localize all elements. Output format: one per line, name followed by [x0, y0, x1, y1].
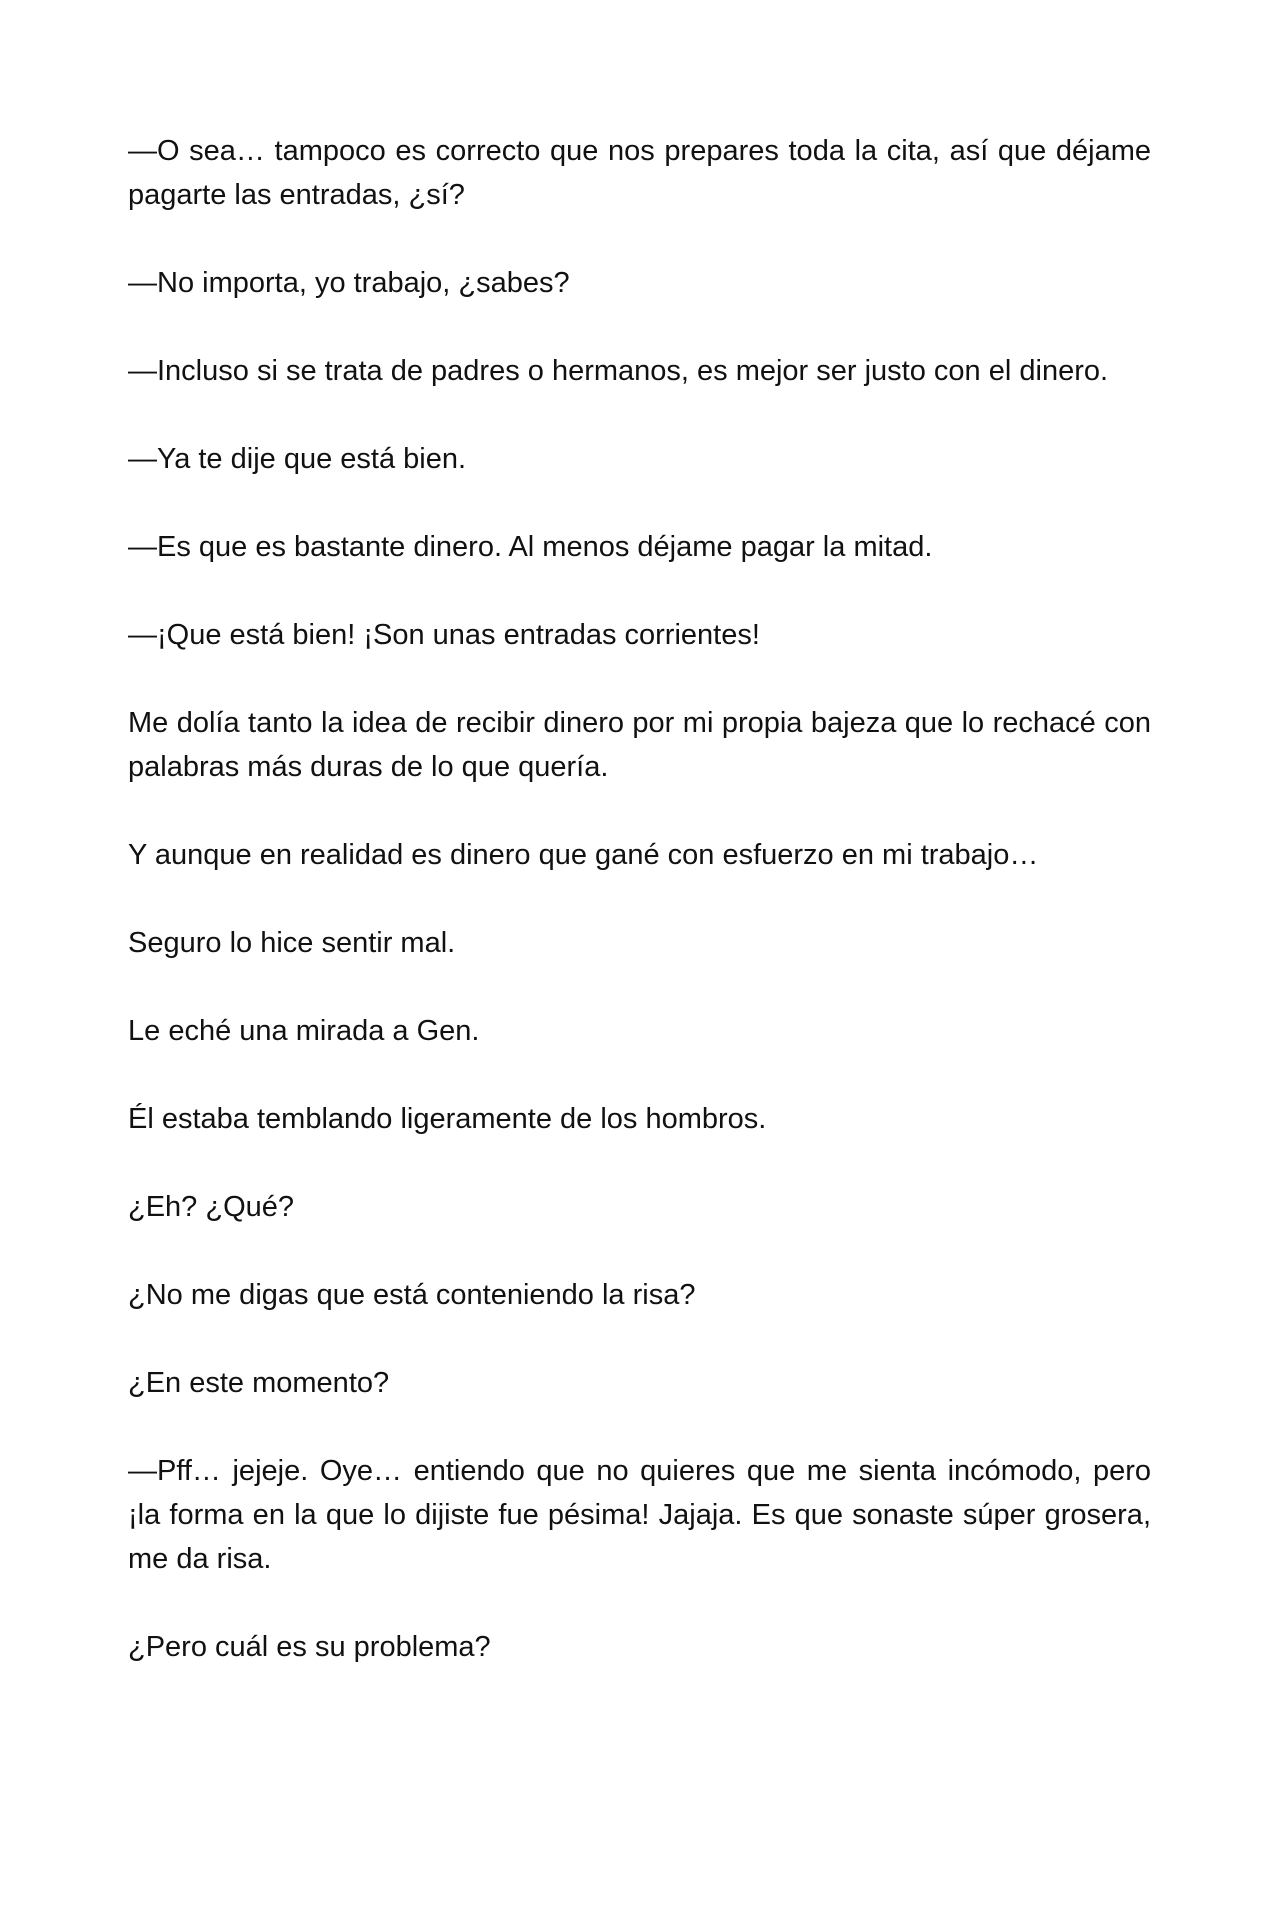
paragraph: ¿No me digas que está conteniendo la risa?	[128, 1279, 696, 1311]
paragraph: ¿En este momento?	[128, 1367, 390, 1399]
paragraph: —Ya te dije que está bien.	[128, 443, 467, 475]
paragraph: —Pff… jejeje. Oye… entiendo que no quieres que me sienta incómodo, pero ¡la forma en la que lo dijiste fue pésima! Jajaja. Es que sonaste súper grosera, me da risa.	[128, 1455, 1151, 1575]
paragraph: Y aunque en realidad es dinero que gané con esfuerzo en mi trabajo…	[128, 839, 1039, 871]
paragraph: Seguro lo hice sentir mal.	[128, 927, 456, 959]
paragraph: —Es que es bastante dinero. Al menos déjame pagar la mitad.	[128, 531, 933, 563]
paragraph: Él estaba temblando ligeramente de los hombros.	[128, 1103, 767, 1135]
paragraph: Me dolía tanto la idea de recibir dinero por mi propia bajeza que lo rechacé con palabras más duras de lo que quería.	[128, 707, 1151, 783]
paragraph: —O sea… tampoco es correcto que nos prepares toda la cita, así que déjame pagarte las entradas, ¿sí?	[128, 135, 1151, 211]
paragraph: —¡Que está bien! ¡Son unas entradas corrientes!	[128, 619, 760, 651]
paragraph: ¿Pero cuál es su problema?	[128, 1631, 491, 1663]
paragraph: —No importa, yo trabajo, ¿sabes?	[128, 267, 570, 299]
paragraph: —Incluso si se trata de padres o hermanos, es mejor ser justo con el dinero.	[128, 355, 1109, 387]
paragraph: ¿Eh? ¿Qué?	[128, 1191, 295, 1223]
paragraph: Le eché una mirada a Gen.	[128, 1015, 480, 1047]
